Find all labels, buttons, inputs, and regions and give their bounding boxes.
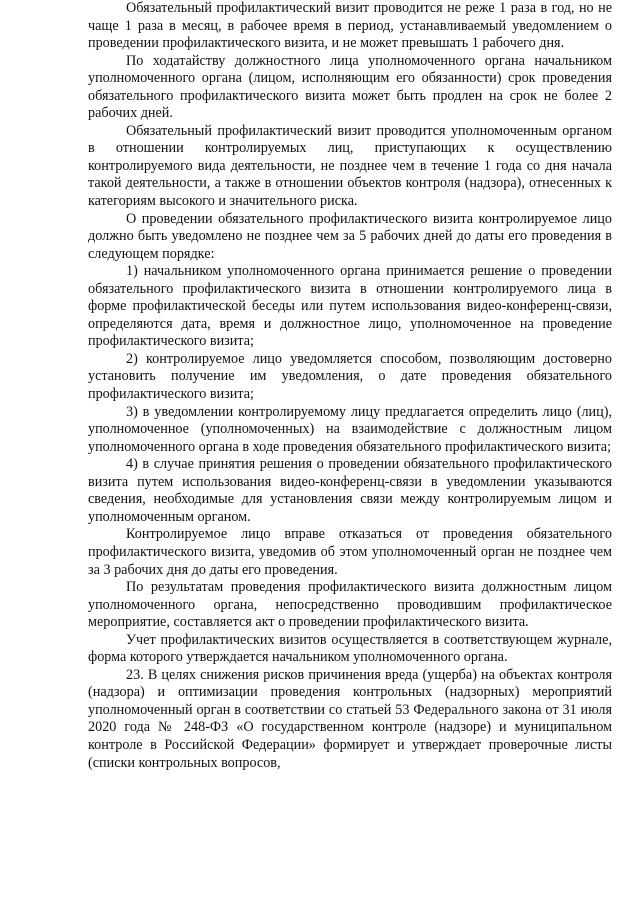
paragraph-visit-extension: По ходатайству должностного лица уполномоченного органа начальником уполномоченного органа (лицом, исполняющим его обязанности) срок проведения обязательного профилактического визита может быть продлен на срок не более 2 рабочих дней.	[88, 52, 612, 122]
paragraph-item-3: 3) в уведомлении контролируемому лицу предлагается определить лицо (лиц), уполномоченное (уполномоченных) на взаимодействие с должностным лицом уполномоченного органа в ходе проведения обязательного профилактического визита;	[88, 403, 612, 455]
paragraph-visit-frequency: Обязательный профилактический визит проводится не реже 1 раза в год, но не чаще 1 раза в месяц, в рабочее время в период, устанавливаемый уведомлением о проведении профилактического визита, и не может превышать 1 рабочего дня.	[88, 0, 612, 52]
paragraph-visit-scope: Обязательный профилактический визит проводится уполномоченным органом в отношении контролируемых лиц, приступающих к осуществлению контролируемого вида деятельности, не позднее чем в течение 1 года со дня начала такой деятельности, а также в отношении объектов контроля (надзора), отнесенных к категориям высокого и значительного риска.	[88, 122, 612, 210]
paragraph-refusal: Контролируемое лицо вправе отказаться от проведения обязательного профилактического визита, уведомив об этом уполномоченный орган не позднее чем за 3 рабочих дня до даты его проведения.	[88, 526, 612, 578]
paragraph-section-23: 23. В целях снижения рисков причинения вреда (ущерба) на объектах контроля (надзора) и оптимизации проведения контрольных (надзорных) мероприятий уполномоченный орган в соответствии со статьей 53 Федерального закона от 31 июля 2020 года № 248-ФЗ «О государственном контроле (надзоре) и муниципальном контроле в Российской Федерации» формирует и утверждает проверочные листы (списки контрольных вопросов,	[88, 666, 612, 771]
paragraph-visit-results: По результатам проведения профилактического визита должностным лицом уполномоченного органа, непосредственно проводившим профилактическое мероприятие, составляется акт о проведении профилактического визита.	[88, 579, 612, 631]
paragraph-notification-order: О проведении обязательного профилактического визита контролируемое лицо должно быть уведомлено не позднее чем за 5 рабочих дней до даты его проведения в следующем порядке:	[88, 210, 612, 262]
paragraph-visit-registry: Учет профилактических визитов осуществляется в соответствующем журнале, форма которого утверждается начальником уполномоченного органа.	[88, 631, 612, 666]
paragraph-item-1: 1) начальником уполномоченного органа принимается решение о проведении обязательного профилактического визита в отношении контролируемого лица в форме профилактической беседы или путем использования видео-конференц-связи, определяются дата, время и должностное лицо, уполномоченное на проведение профилактического визита;	[88, 263, 612, 350]
paragraph-item-4: 4) в случае принятия решения о проведении обязательного профилактического визита путем использования видео-конференц-связи в уведомлении указываются сведения, необходимые для установления связи между контролируемым лицом и уполномоченным органом.	[88, 456, 612, 525]
document-page	[88, 0, 612, 772]
paragraph-item-2: 2) контролируемое лицо уведомляется способом, позволяющим достоверно установить получение им уведомления, о дате проведения обязательного профилактического визита;	[88, 350, 612, 403]
